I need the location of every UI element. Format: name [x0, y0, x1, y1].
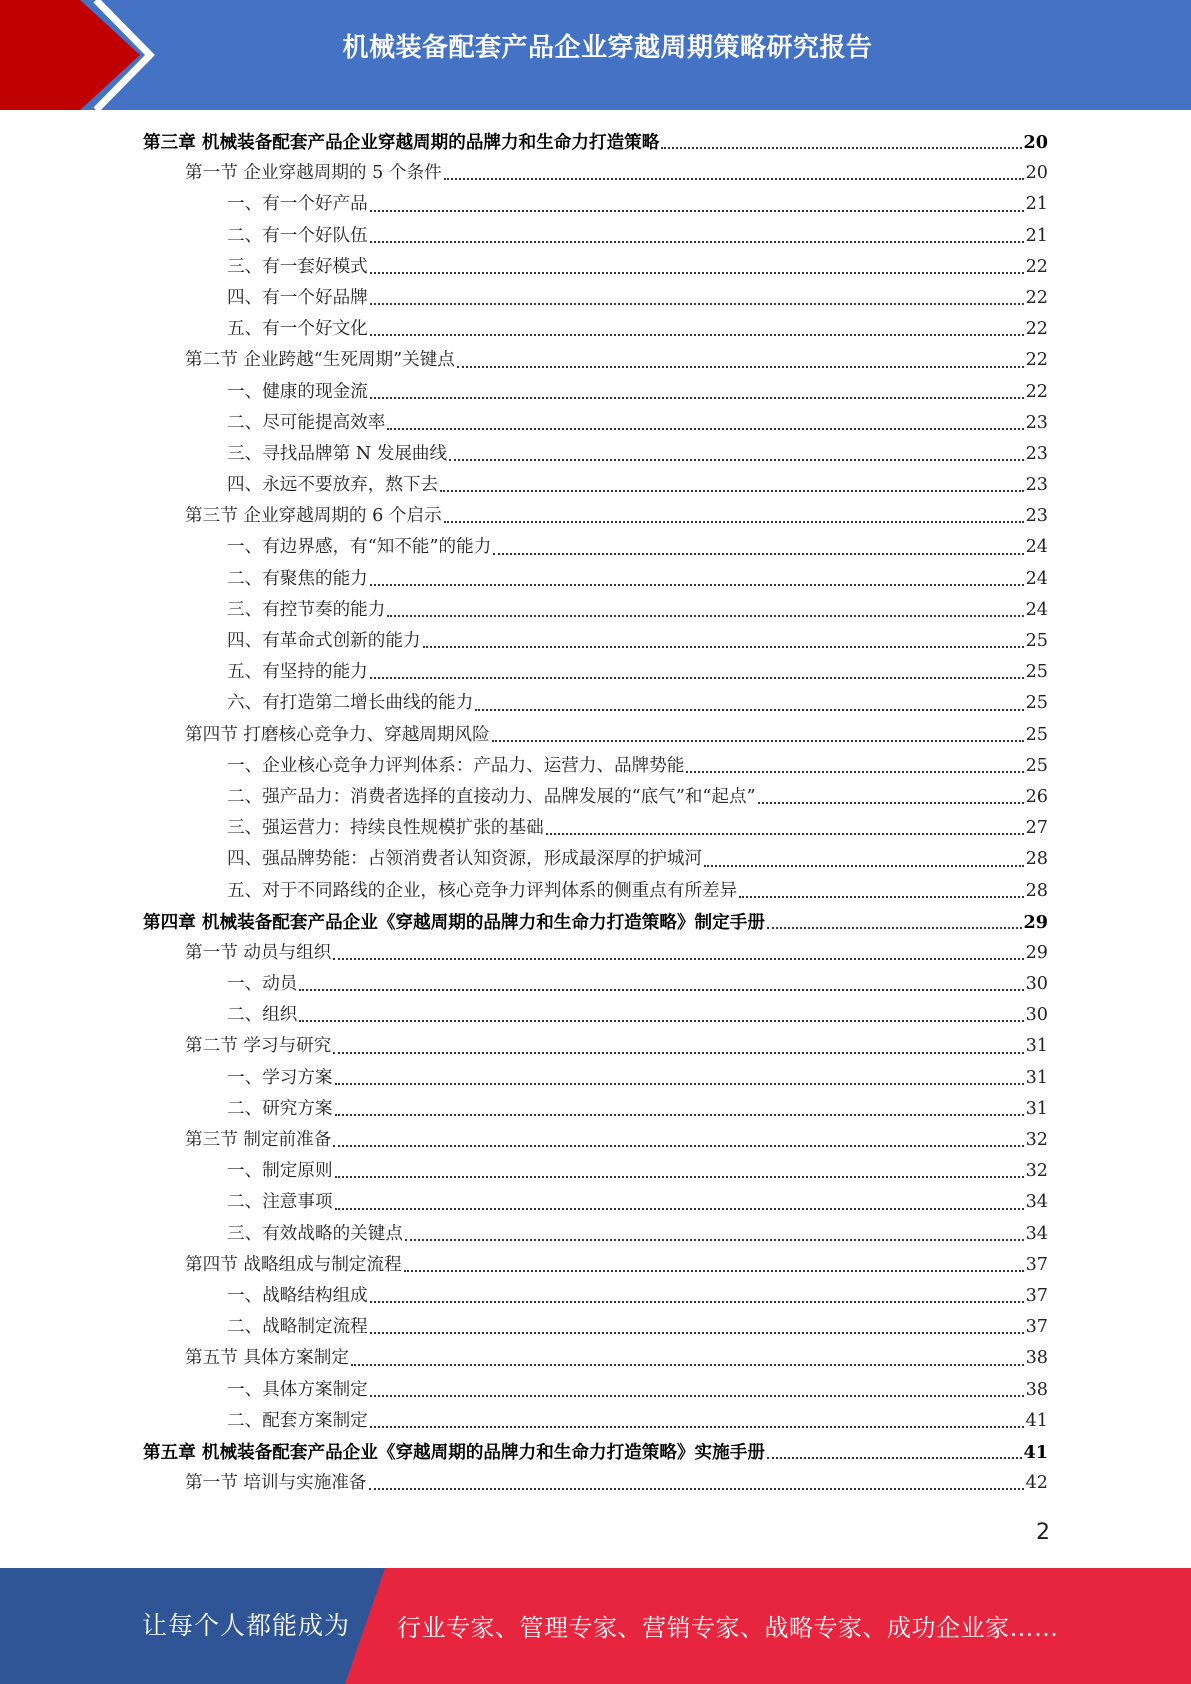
- toc-dot-leader: [404, 1270, 1024, 1272]
- toc-entry-page-number: 41: [1025, 1410, 1048, 1431]
- toc-entry-page-number: 20: [1023, 132, 1048, 153]
- toc-chapter-entry[interactable]: [143, 907, 1048, 938]
- toc-entry-page-number: 22: [1025, 350, 1048, 371]
- toc-dot-leader: [370, 210, 1024, 212]
- toc-dot-leader: [370, 303, 1024, 305]
- toc-dot-leader: [475, 709, 1023, 711]
- toc-section-entry[interactable]: [143, 345, 1048, 376]
- toc-entry-title: 第三节 制定前准备: [185, 1130, 332, 1150]
- toc-entry-page-number: 41: [1023, 1441, 1048, 1463]
- toc-dot-leader: [335, 1208, 1024, 1210]
- toc-entry-title: 二、配套方案制定: [227, 1410, 368, 1431]
- toc-dot-leader: [440, 490, 1023, 492]
- toc-entry-title: 五、有一个好文化: [227, 319, 368, 340]
- toc-entry-page-number: 29: [1025, 942, 1048, 963]
- toc-dot-leader: [370, 1301, 1024, 1303]
- toc-dot-leader: [299, 1020, 1023, 1022]
- toc-entry-page-number: 32: [1025, 1130, 1048, 1150]
- toc-entry-title: 第四节 战略组成与制定流程: [185, 1254, 402, 1275]
- toc-dot-leader: [370, 584, 1024, 586]
- toc-entry-title: 一、制定原则: [227, 1161, 333, 1182]
- toc-entry-page-number: 34: [1025, 1223, 1048, 1244]
- toc-entry-page-number: 30: [1025, 974, 1048, 995]
- toc-subsection-entry[interactable]: [143, 221, 1048, 252]
- toc-entry-title: 五、有坚持的能力: [227, 662, 368, 683]
- toc-subsection-entry[interactable]: [143, 1094, 1048, 1125]
- toc-entry-title: 第三节 企业穿越周期的 6 个启示: [185, 506, 442, 527]
- toc-entry-title: 第一节 培训与实施准备: [185, 1473, 367, 1494]
- footer-slogan-right: 行业专家、管理专家、营销专家、战略专家、成功企业家……: [397, 1614, 1059, 1642]
- toc-entry-title: 第二节 学习与研究: [185, 1036, 332, 1057]
- toc-subsection-entry[interactable]: [143, 782, 1048, 813]
- toc-entry-title: 三、强运营力：持续良性规模扩张的基础: [227, 818, 544, 839]
- toc-entry-title: 四、永远不要放弃，熬下去: [227, 475, 439, 496]
- toc-dot-leader: [335, 1114, 1024, 1116]
- toc-entry-title: 四、有一个好品牌: [227, 287, 368, 308]
- toc-subsection-entry[interactable]: [143, 876, 1048, 907]
- toc-section-entry[interactable]: [143, 1468, 1048, 1499]
- toc-entry-title: 二、有一个好队伍: [227, 225, 368, 246]
- toc-entry-title: 二、研究方案: [227, 1098, 333, 1119]
- toc-subsection-entry[interactable]: [143, 1281, 1048, 1312]
- toc-entry-page-number: 23: [1025, 443, 1048, 464]
- toc-entry-title: 二、尽可能提高效率: [227, 412, 386, 433]
- toc-subsection-entry[interactable]: [143, 1406, 1048, 1437]
- toc-dot-leader: [370, 334, 1024, 336]
- toc-dot-leader: [351, 1364, 1024, 1366]
- toc-entry-page-number: 25: [1025, 631, 1048, 651]
- toc-section-entry[interactable]: [143, 720, 1048, 751]
- toc-subsection-entry[interactable]: [143, 626, 1048, 657]
- toc-entry-page-number: 34: [1025, 1192, 1048, 1213]
- toc-entry-page-number: 21: [1025, 194, 1048, 215]
- header-arrow-decoration: [0, 0, 180, 110]
- toc-dot-leader: [335, 1083, 1024, 1085]
- toc-dot-leader: [335, 1176, 1024, 1178]
- toc-section-entry[interactable]: [143, 501, 1048, 532]
- toc-dot-leader: [405, 1239, 1024, 1241]
- toc-dot-leader: [370, 677, 1024, 679]
- page-header: [0, 0, 1191, 110]
- toc-subsection-entry[interactable]: [143, 751, 1048, 782]
- toc-entry-page-number: 37: [1025, 1285, 1048, 1306]
- toc-subsection-entry[interactable]: [143, 283, 1048, 314]
- toc-entry-title: 一、学习方案: [227, 1067, 333, 1088]
- toc-entry-page-number: 23: [1025, 475, 1048, 496]
- toc-subsection-entry[interactable]: [143, 1187, 1048, 1218]
- toc-subsection-entry[interactable]: [143, 1000, 1048, 1031]
- toc-entry-title: 四、强品牌势能：占领消费者认知资源，形成最深厚的护城河: [227, 849, 703, 870]
- toc-entry-page-number: 37: [1025, 1254, 1048, 1275]
- toc-entry-title: 第二节 企业跨越“生死周期”关键点: [185, 350, 455, 371]
- toc-entry-page-number: 24: [1025, 537, 1048, 558]
- toc-entry-page-number: 31: [1025, 1098, 1048, 1119]
- toc-subsection-entry[interactable]: [143, 189, 1048, 220]
- toc-entry-title: 三、有一套好模式: [227, 256, 368, 277]
- toc-subsection-entry[interactable]: [143, 377, 1048, 408]
- toc-entry-page-number: 22: [1025, 381, 1048, 402]
- toc-entry-title: 一、企业核心竞争力评判体系：产品力、运营力、品牌势能: [227, 755, 685, 776]
- toc-entry-page-number: 21: [1025, 225, 1048, 246]
- toc-entry-title: 一、有一个好产品: [227, 194, 368, 215]
- toc-entry-page-number: 24: [1025, 599, 1048, 620]
- toc-entry-title: 一、健康的现金流: [227, 381, 368, 402]
- toc-section-entry[interactable]: [143, 1031, 1048, 1062]
- toc-dot-leader: [333, 1052, 1023, 1054]
- toc-entry-page-number: 28: [1025, 880, 1048, 901]
- toc-entry-page-number: 38: [1025, 1379, 1048, 1400]
- toc-entry-title: 三、寻找品牌第 N 发展曲线: [227, 443, 448, 464]
- toc-subsection-entry[interactable]: [143, 314, 1048, 345]
- toc-dot-leader: [370, 272, 1024, 274]
- toc-subsection-entry[interactable]: [143, 564, 1048, 595]
- toc-entry-page-number: 25: [1025, 693, 1048, 714]
- toc-entry-page-number: 42: [1025, 1473, 1048, 1494]
- toc-entry-title: 第三章 机械装备配套产品企业穿越周期的品牌力和生命力打造策略: [143, 132, 660, 153]
- toc-subsection-entry[interactable]: [143, 1375, 1048, 1406]
- toc-dot-leader: [493, 553, 1023, 555]
- toc-subsection-entry[interactable]: [143, 1312, 1048, 1343]
- toc-dot-leader: [758, 802, 1024, 804]
- toc-dot-leader: [739, 896, 1023, 898]
- toc-subsection-entry[interactable]: [143, 252, 1048, 283]
- toc-dot-leader: [444, 178, 1024, 180]
- toc-dot-leader: [299, 989, 1023, 991]
- toc-dot-leader: [449, 459, 1023, 461]
- toc-entry-page-number: 23: [1025, 506, 1048, 527]
- page-number: 2: [1036, 1520, 1050, 1545]
- toc-dot-leader: [369, 1488, 1024, 1490]
- toc-entry-page-number: 25: [1025, 755, 1048, 776]
- toc-dot-leader: [370, 1395, 1024, 1397]
- toc-entry-title: 三、有控节奏的能力: [227, 599, 386, 620]
- toc-subsection-entry[interactable]: [143, 688, 1048, 719]
- toc-entry-page-number: 28: [1025, 849, 1048, 870]
- toc-entry-page-number: 38: [1025, 1348, 1048, 1369]
- toc-entry-title: 第一节 企业穿越周期的 5 个条件: [185, 163, 442, 184]
- toc-section-entry[interactable]: [143, 938, 1048, 969]
- toc-dot-leader: [370, 397, 1024, 399]
- toc-dot-leader: [492, 740, 1024, 742]
- toc-dot-leader: [457, 366, 1024, 368]
- toc-dot-leader: [387, 428, 1023, 430]
- report-title: 机械装备配套产品企业穿越周期策略研究报告: [342, 33, 873, 63]
- toc-entry-title: 三、有效战略的关键点: [227, 1223, 403, 1244]
- toc-subsection-entry[interactable]: [143, 1219, 1048, 1250]
- toc-entry-title: 二、注意事项: [227, 1192, 333, 1213]
- toc-dot-leader: [767, 927, 1022, 929]
- toc-entry-page-number: 22: [1025, 319, 1048, 340]
- toc-entry-page-number: 32: [1025, 1161, 1048, 1182]
- toc-entry-page-number: 22: [1025, 256, 1048, 277]
- toc-dot-leader: [370, 1332, 1024, 1334]
- toc-entry-title: 二、强产品力：消费者选择的直接动力、品牌发展的“底气”和“起点”: [227, 786, 756, 807]
- toc-entry-title: 一、战略结构组成: [227, 1285, 368, 1306]
- toc-subsection-entry[interactable]: [143, 532, 1048, 563]
- toc-entry-title: 第四节 打磨核心竞争力、穿越周期风险: [185, 724, 490, 745]
- toc-dot-leader: [767, 1457, 1022, 1459]
- toc-entry-page-number: 24: [1025, 568, 1048, 589]
- toc-entry-page-number: 31: [1025, 1036, 1048, 1057]
- toc-subsection-entry[interactable]: [143, 439, 1048, 470]
- toc-entry-page-number: 29: [1023, 911, 1048, 933]
- toc-dot-leader: [370, 241, 1024, 243]
- toc-entry-title: 一、动员: [227, 974, 298, 995]
- toc-dot-leader: [333, 958, 1023, 960]
- toc-entry-title: 二、战略制定流程: [227, 1317, 368, 1338]
- toc-entry-page-number: 27: [1025, 818, 1048, 839]
- toc-dot-leader: [704, 865, 1024, 867]
- toc-entry-title: 第五章 机械装备配套产品企业《穿越周期的品牌力和生命力打造策略》实施手册: [143, 1441, 765, 1463]
- toc-section-entry[interactable]: [143, 158, 1048, 189]
- toc-entry-title: 二、有聚焦的能力: [227, 568, 368, 589]
- toc-dot-leader: [661, 147, 1021, 149]
- toc-entry-page-number: 25: [1025, 662, 1048, 683]
- toc-dot-leader: [423, 646, 1024, 648]
- toc-section-entry[interactable]: [143, 1125, 1048, 1156]
- toc-entry-page-number: 22: [1025, 287, 1048, 308]
- toc-entry-title: 一、有边界感，有“知不能”的能力: [227, 537, 492, 558]
- toc-subsection-entry[interactable]: [143, 470, 1048, 501]
- footer-slogan-left: 让每个人都能成为: [142, 1611, 351, 1640]
- toc-entry-page-number: 25: [1025, 724, 1048, 745]
- toc-subsection-entry[interactable]: [143, 1156, 1048, 1187]
- toc-subsection-entry[interactable]: [143, 969, 1048, 1000]
- table-of-contents: [143, 127, 1048, 1499]
- toc-dot-leader: [387, 615, 1023, 617]
- toc-entry-page-number: 20: [1025, 163, 1048, 184]
- toc-dot-leader: [546, 833, 1024, 835]
- toc-entry-page-number: 30: [1025, 1005, 1048, 1026]
- toc-entry-title: 第四章 机械装备配套产品企业《穿越周期的品牌力和生命力打造策略》制定手册: [143, 911, 765, 933]
- toc-entry-title: 第一节 动员与组织: [185, 942, 332, 963]
- toc-chapter-entry[interactable]: [143, 1437, 1048, 1468]
- toc-entry-title: 四、有革命式创新的能力: [227, 631, 421, 651]
- toc-entry-title: 二、组织: [227, 1005, 298, 1026]
- toc-entry-page-number: 23: [1025, 412, 1048, 433]
- toc-subsection-entry[interactable]: [143, 408, 1048, 439]
- toc-dot-leader: [333, 1145, 1023, 1147]
- toc-entry-title: 五、对于不同路线的企业，核心竞争力评判体系的侧重点有所差异: [227, 880, 738, 901]
- toc-entry-title: 一、具体方案制定: [227, 1379, 368, 1400]
- toc-dot-leader: [444, 521, 1024, 523]
- toc-dot-leader: [370, 1426, 1024, 1428]
- toc-section-entry[interactable]: [143, 1343, 1048, 1374]
- toc-subsection-entry[interactable]: [143, 1063, 1048, 1094]
- toc-chapter-entry[interactable]: [143, 127, 1048, 158]
- toc-section-entry[interactable]: [143, 1250, 1048, 1281]
- toc-dot-leader: [686, 771, 1023, 773]
- toc-subsection-entry[interactable]: [143, 844, 1048, 875]
- toc-subsection-entry[interactable]: [143, 595, 1048, 626]
- toc-entry-title: 第五节 具体方案制定: [185, 1348, 349, 1369]
- toc-entry-page-number: 31: [1025, 1067, 1048, 1088]
- toc-subsection-entry[interactable]: [143, 657, 1048, 688]
- toc-entry-page-number: 37: [1025, 1317, 1048, 1338]
- toc-entry-title: 六、有打造第二增长曲线的能力: [227, 693, 474, 714]
- toc-subsection-entry[interactable]: [143, 813, 1048, 844]
- toc-entry-page-number: 26: [1025, 786, 1048, 807]
- page-footer: [0, 1568, 1191, 1684]
